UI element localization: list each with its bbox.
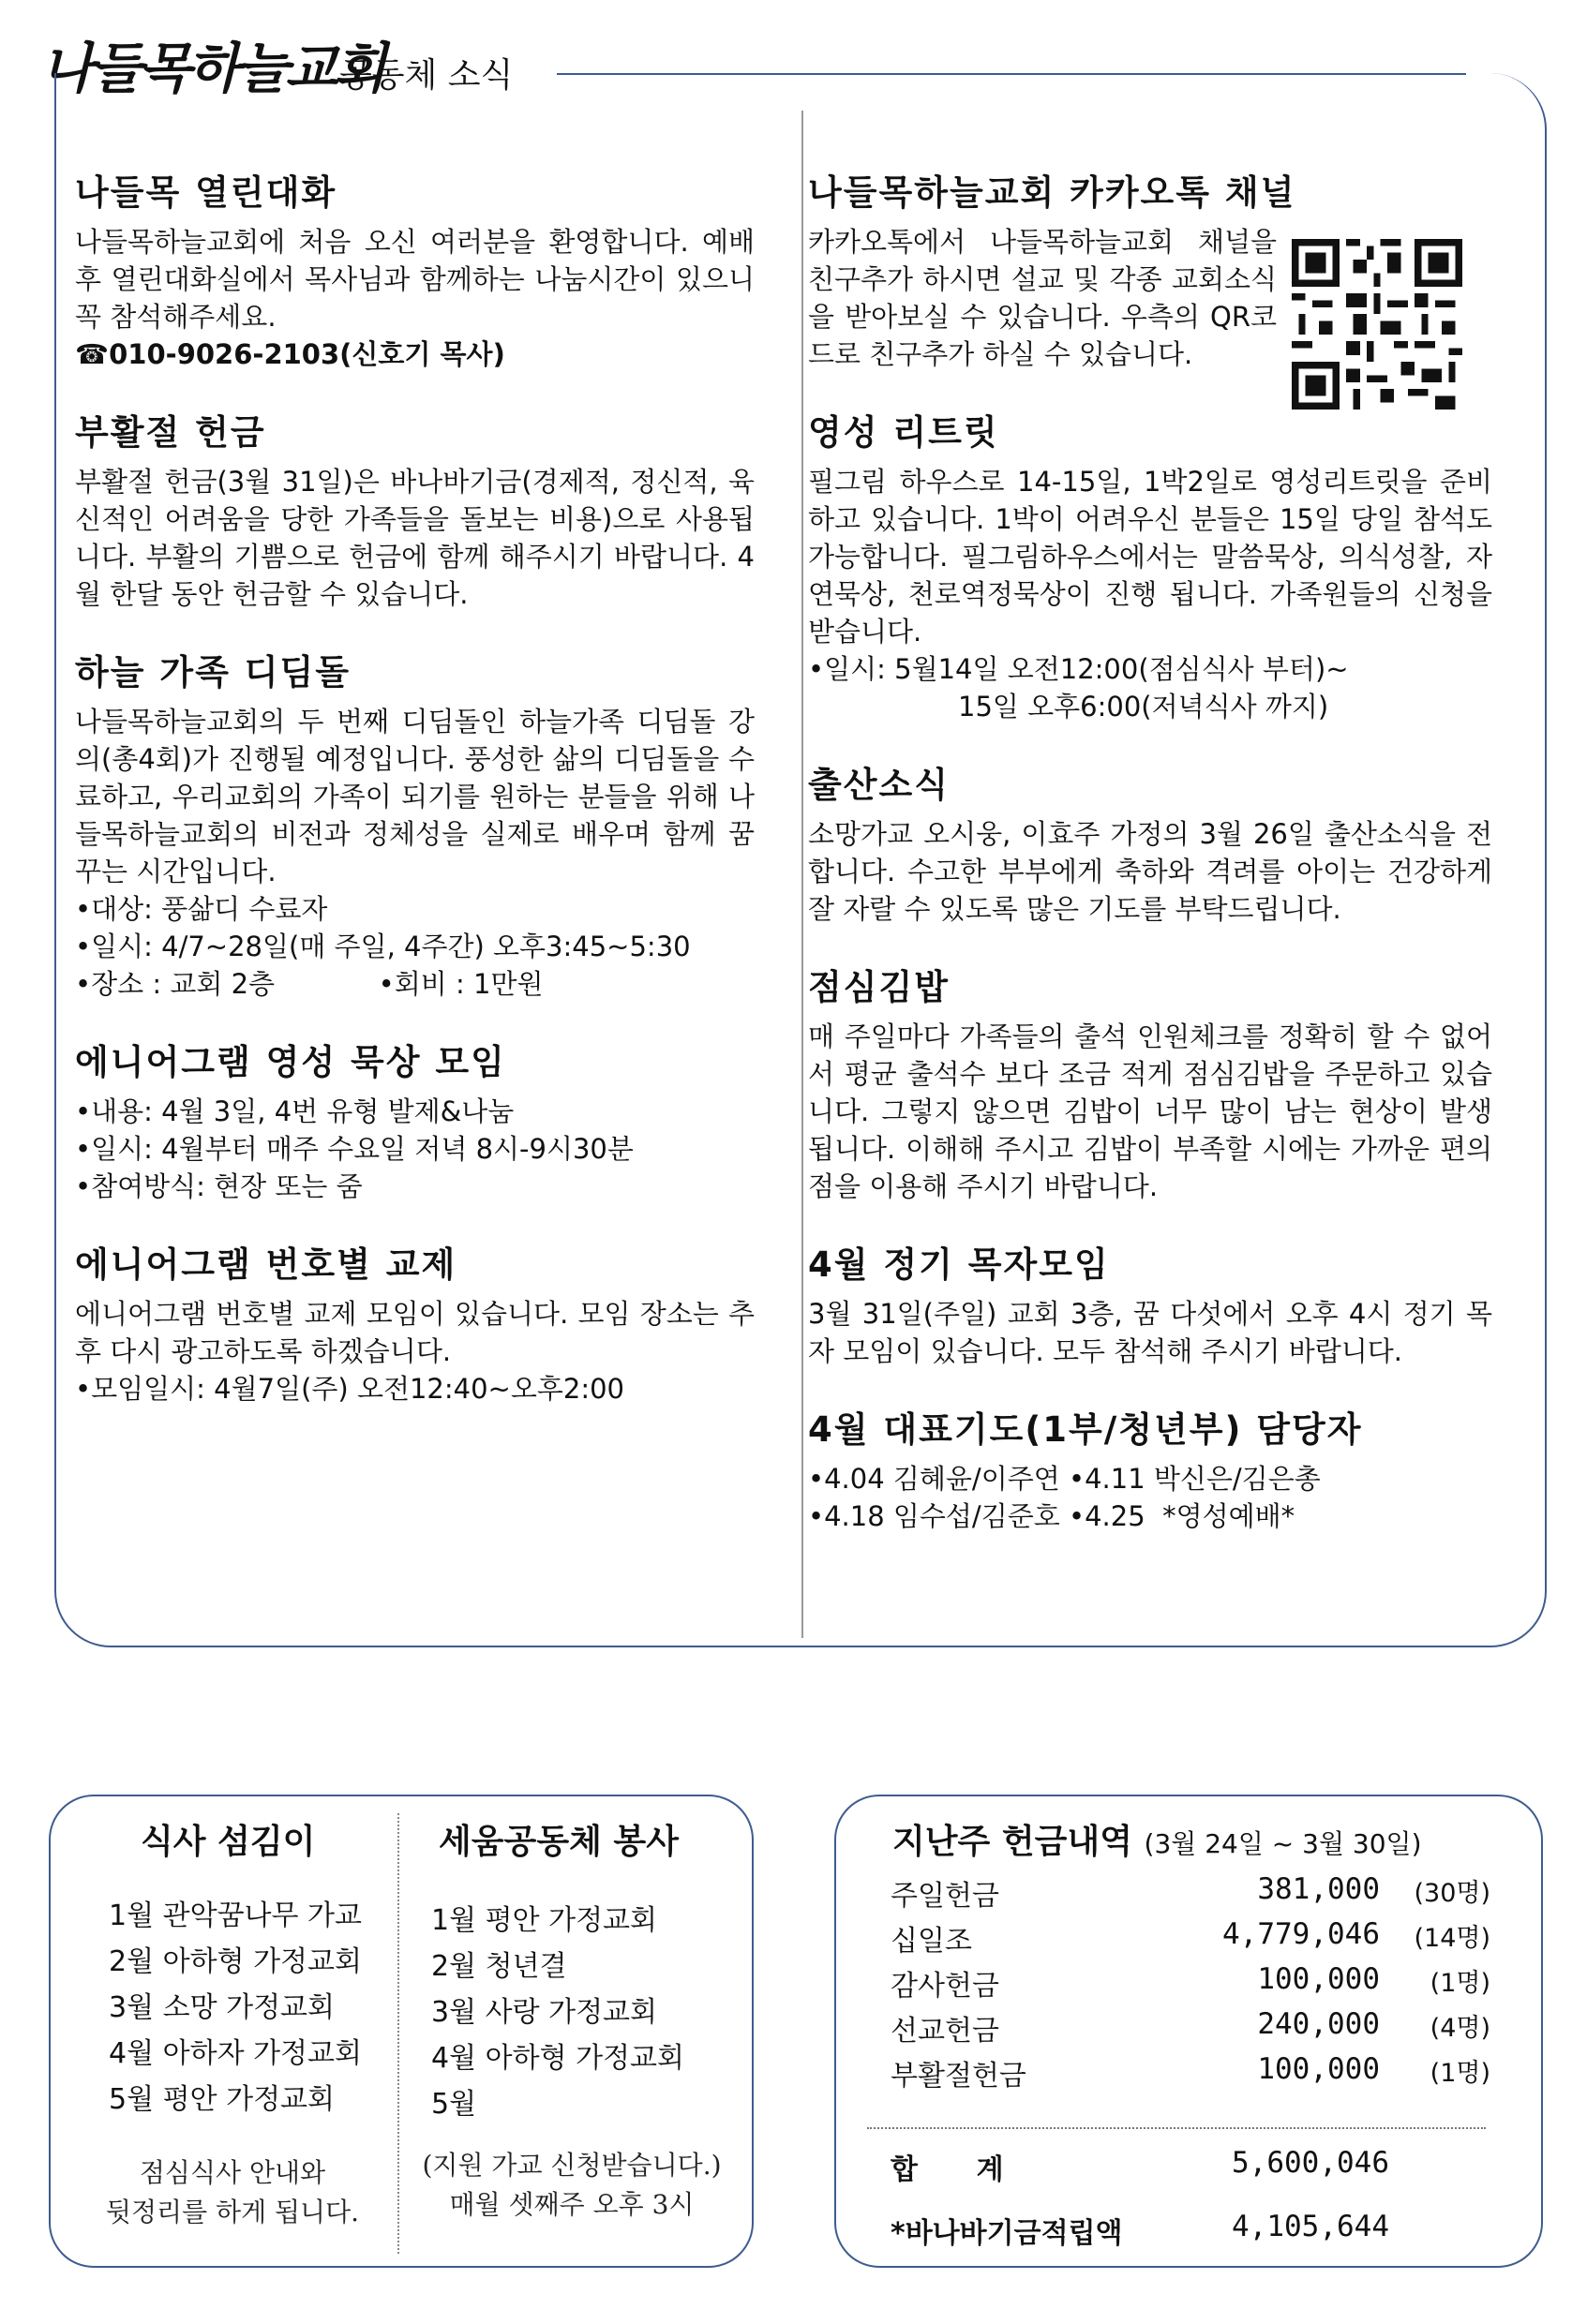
church-logo: 나들목하늘교회 [41,37,383,100]
news-title: 나들목 열린대화 [75,172,337,213]
total-label: 합 계 [891,2153,1004,2186]
news-title: 4월 정기 목자모임 [808,1244,1110,1285]
news-lunch-kimbap [808,963,1492,1205]
detail-line: •장소 : 교회 2층 •회비 : 1만원 [75,968,544,1000]
detail-line: •일시: 4월부터 매주 수요일 저녁 8시-9시30분 [75,1133,634,1165]
offering-amount: 4,779,046 [1222,1917,1380,1951]
meal-list [109,1893,362,2123]
detail-line: 15일 오후6:00(저녁식사 까지) [958,691,1329,723]
news-open-talk [75,169,755,373]
note-line: 매월 셋째주 오후 3시 [449,2189,695,2220]
offering-amount: 100,000 [1257,1962,1380,1996]
detail-line: •4.04 김혜윤/이주연 •4.11 박신은/김은총 [808,1463,1321,1495]
list-item: 2월 아하형 가정교회 [109,1945,362,1978]
detail-line: •모임일시: 4월7일(주) 오전12:40~오후2:00 [75,1373,624,1405]
box-divider [397,1813,399,2254]
news-shepherd-meeting [808,1241,1492,1370]
note-line: (지원 가교 신청받습니다.) [422,2150,722,2181]
list-item: 3월 소망 가정교회 [109,1991,336,2024]
service-note [403,2146,741,2225]
offering-amount: 100,000 [1257,2052,1380,2086]
news-title: 나들목하늘교회 카카오톡 채널 [808,172,1296,213]
offering-row [891,2052,1490,2097]
news-body: 카카오톡에서 나들목하늘교회 채널을 친구추가 하시면 설교 및 각종 교회소식을 받아보실 수 있습니다. 우측의 QR코드로 친구추가 하실 수 있습니다. [808,226,1277,370]
note-line: 뒷정리를 하게 됩니다. [105,2197,360,2227]
offering-count: (4명) [1430,2014,1490,2043]
detail-line: •내용: 4월 3일, 4번 유형 발제&나눔 [75,1095,515,1127]
news-body: 소망가교 오시웅, 이효주 가정의 3월 26일 출산소식을 전합니다. 수고한 부부에게 축하와 격려를 아이는 건강하게 잘 자랄 수 있도록 많은 기도를 부탁드립니다. [808,818,1492,925]
offering-count: (14명) [1414,1924,1490,1953]
news-family-steppingstone [75,648,755,1003]
offering-row [891,1872,1490,1917]
news-body: 나들목하늘교회의 두 번째 디딤돌인 하늘가족 디딤돌 강의(총4회)가 진행될 예정입니다. 풍성한 삶의 디딤돌을 수료하고, 우리교회의 가족이 되기를 원하는 분들을 위해 나들목하늘교회의 비전과 정체성을 실제로 배우며 함께 꿈꾸는 시간입니다. [75,706,755,887]
news-title: 하늘 가족 디딤돌 [75,652,351,693]
news-body: 나들목하늘교회에 처음 오신 여러분을 환영합니다. 예배 후 열린대화실에서 목사님과 함께하는 나눔시간이 있으니 꼭 참석해주세요. [75,226,755,333]
list-item: 2월 청년결 [431,1950,567,1983]
detail-line: •대상: 풍삶디 수료자 [75,893,328,925]
list-item: 4월 아하형 가정교회 [431,2042,684,2075]
list-item: 4월 아하자 가정교회 [109,2037,362,2070]
offering-amount: 240,000 [1257,2007,1380,2041]
news-birth [808,761,1492,928]
detail-line: •일시: 4/7~28일(매 주일, 4주간) 오후3:45~5:30 [75,931,691,962]
fund-row [891,2210,1490,2255]
offering-total-row [891,2146,1490,2191]
list-item: 5월 [431,2088,477,2121]
offering-name: 선교헌금 [891,2015,999,2048]
fund-amount: 4,105,644 [1232,2210,1389,2243]
offering-count: (1명) [1430,1969,1490,1998]
news-title: 에니어그램 영성 묵상 모임 [75,1042,506,1082]
meal-title: 식사 섬김이 [141,1823,316,1861]
news-body: 필그림 하우스로 14-15일, 1박2일로 영성리트릿을 준비하고 있습니다. 1박이 어려우신 분들은 15일 당일 참석도 가능합니다. 필그림하우스에서는 말씀묵상, 의식성찰, 자연묵상, 천로역정묵상이 진행 됩니다. 가족원들의 신청을 받습니다. [808,466,1492,648]
detail-line: •참여방식: 현장 또는 줌 [75,1170,363,1202]
news-title: 부활절 헌금 [75,412,266,453]
news-title: 출산소식 [808,765,950,805]
news-body: 매 주일마다 가족들의 출석 인원체크를 정확히 할 수 없어서 평균 출석수 보다 조금 적게 점심김밥을 주문하고 있습니다. 그렇지 않으면 김밥이 너무 많이 남는 현상이 발생 됩니다. 이해해 주시고 김밥이 부족할 시에는 가까운 편의점을 이용해 주시기 바랍니다. [808,1020,1492,1202]
list-item: 5월 평안 가정교회 [109,2083,336,2116]
list-item: 3월 사랑 가정교회 [431,1996,658,2029]
offering-period: (3월 24일 ~ 3월 30일) [1144,1828,1422,1859]
news-body: 부활절 헌금(3월 31일)은 바나바기금(경제적, 정신적, 육신적인 어려움을 당한 가족들을 돌보는 비용)으로 사용됩니다. 부활의 기쁨으로 헌금에 함께 해주시기 바랍니다. 4월 한달 동안 헌금할 수 있습니다. [75,466,755,610]
left-column [75,169,755,1443]
list-item: 1월 관악꿈나무 가교 [109,1899,362,1932]
offering-title-text: 지난주 헌금내역 [892,1823,1132,1861]
offering-count: (30명) [1414,1879,1490,1908]
list-item: 1월 평안 가정교회 [431,1904,658,1937]
offering-count: (1명) [1430,2059,1490,2088]
offering-title [892,1815,1422,1863]
offering-row [891,1917,1490,1962]
news-prayer-leaders [808,1406,1492,1535]
news-retreat [808,409,1492,725]
news-title: 영성 리트릿 [808,412,999,453]
news-body: 에니어그램 번호별 교제 모임이 있습니다. 모임 장소는 추후 다시 광고하도록 하겠습니다. [75,1298,755,1367]
service-title: 세움공동체 봉사 [439,1823,679,1861]
offering-amount: 381,000 [1257,1872,1380,1906]
news-title: 4월 대표기도(1부/청년부) 담당자 [808,1409,1363,1450]
offering-row [891,2007,1490,2052]
total-amount: 5,600,046 [1232,2146,1389,2180]
offering-row [891,1962,1490,2007]
news-enneagram-fellowship [75,1241,755,1408]
offering-name: 십일조 [891,1925,972,1958]
detail-line: •일시: 5월14일 오전12:00(점심식사 부터)~ [808,653,1349,685]
offering-name: 주일헌금 [891,1880,999,1913]
offering-name: 부활절헌금 [891,2060,1026,2093]
column-divider [801,111,803,1638]
fund-label: *바나바기금적립액 [891,2217,1123,2250]
service-list [431,1898,684,2127]
qr-code-icon[interactable] [1292,236,1462,412]
news-title: 점심김밥 [808,967,950,1007]
detail-line: •4.18 임수섭/김준호 •4.25 *영성예배* [808,1500,1295,1532]
section-title: 공동체 소식 [339,56,514,95]
news-body: 3월 31일(주일) 교회 3층, 꿈 다섯에서 오후 4시 정기 목자 모임이 있습니다. 모두 참석해 주시기 바랍니다. [808,1298,1492,1367]
news-enneagram-meditation [75,1038,755,1205]
offering-separator [867,2127,1486,2129]
meal-note [92,2153,373,2232]
offering-name: 감사헌금 [891,1970,999,2003]
news-easter-offering [75,409,755,613]
contact-phone: ☎010-9026-2103(신호기 목사) [75,338,505,370]
note-line: 점심식사 안내와 [139,2157,326,2188]
news-title: 에니어그램 번호별 교제 [75,1244,457,1285]
